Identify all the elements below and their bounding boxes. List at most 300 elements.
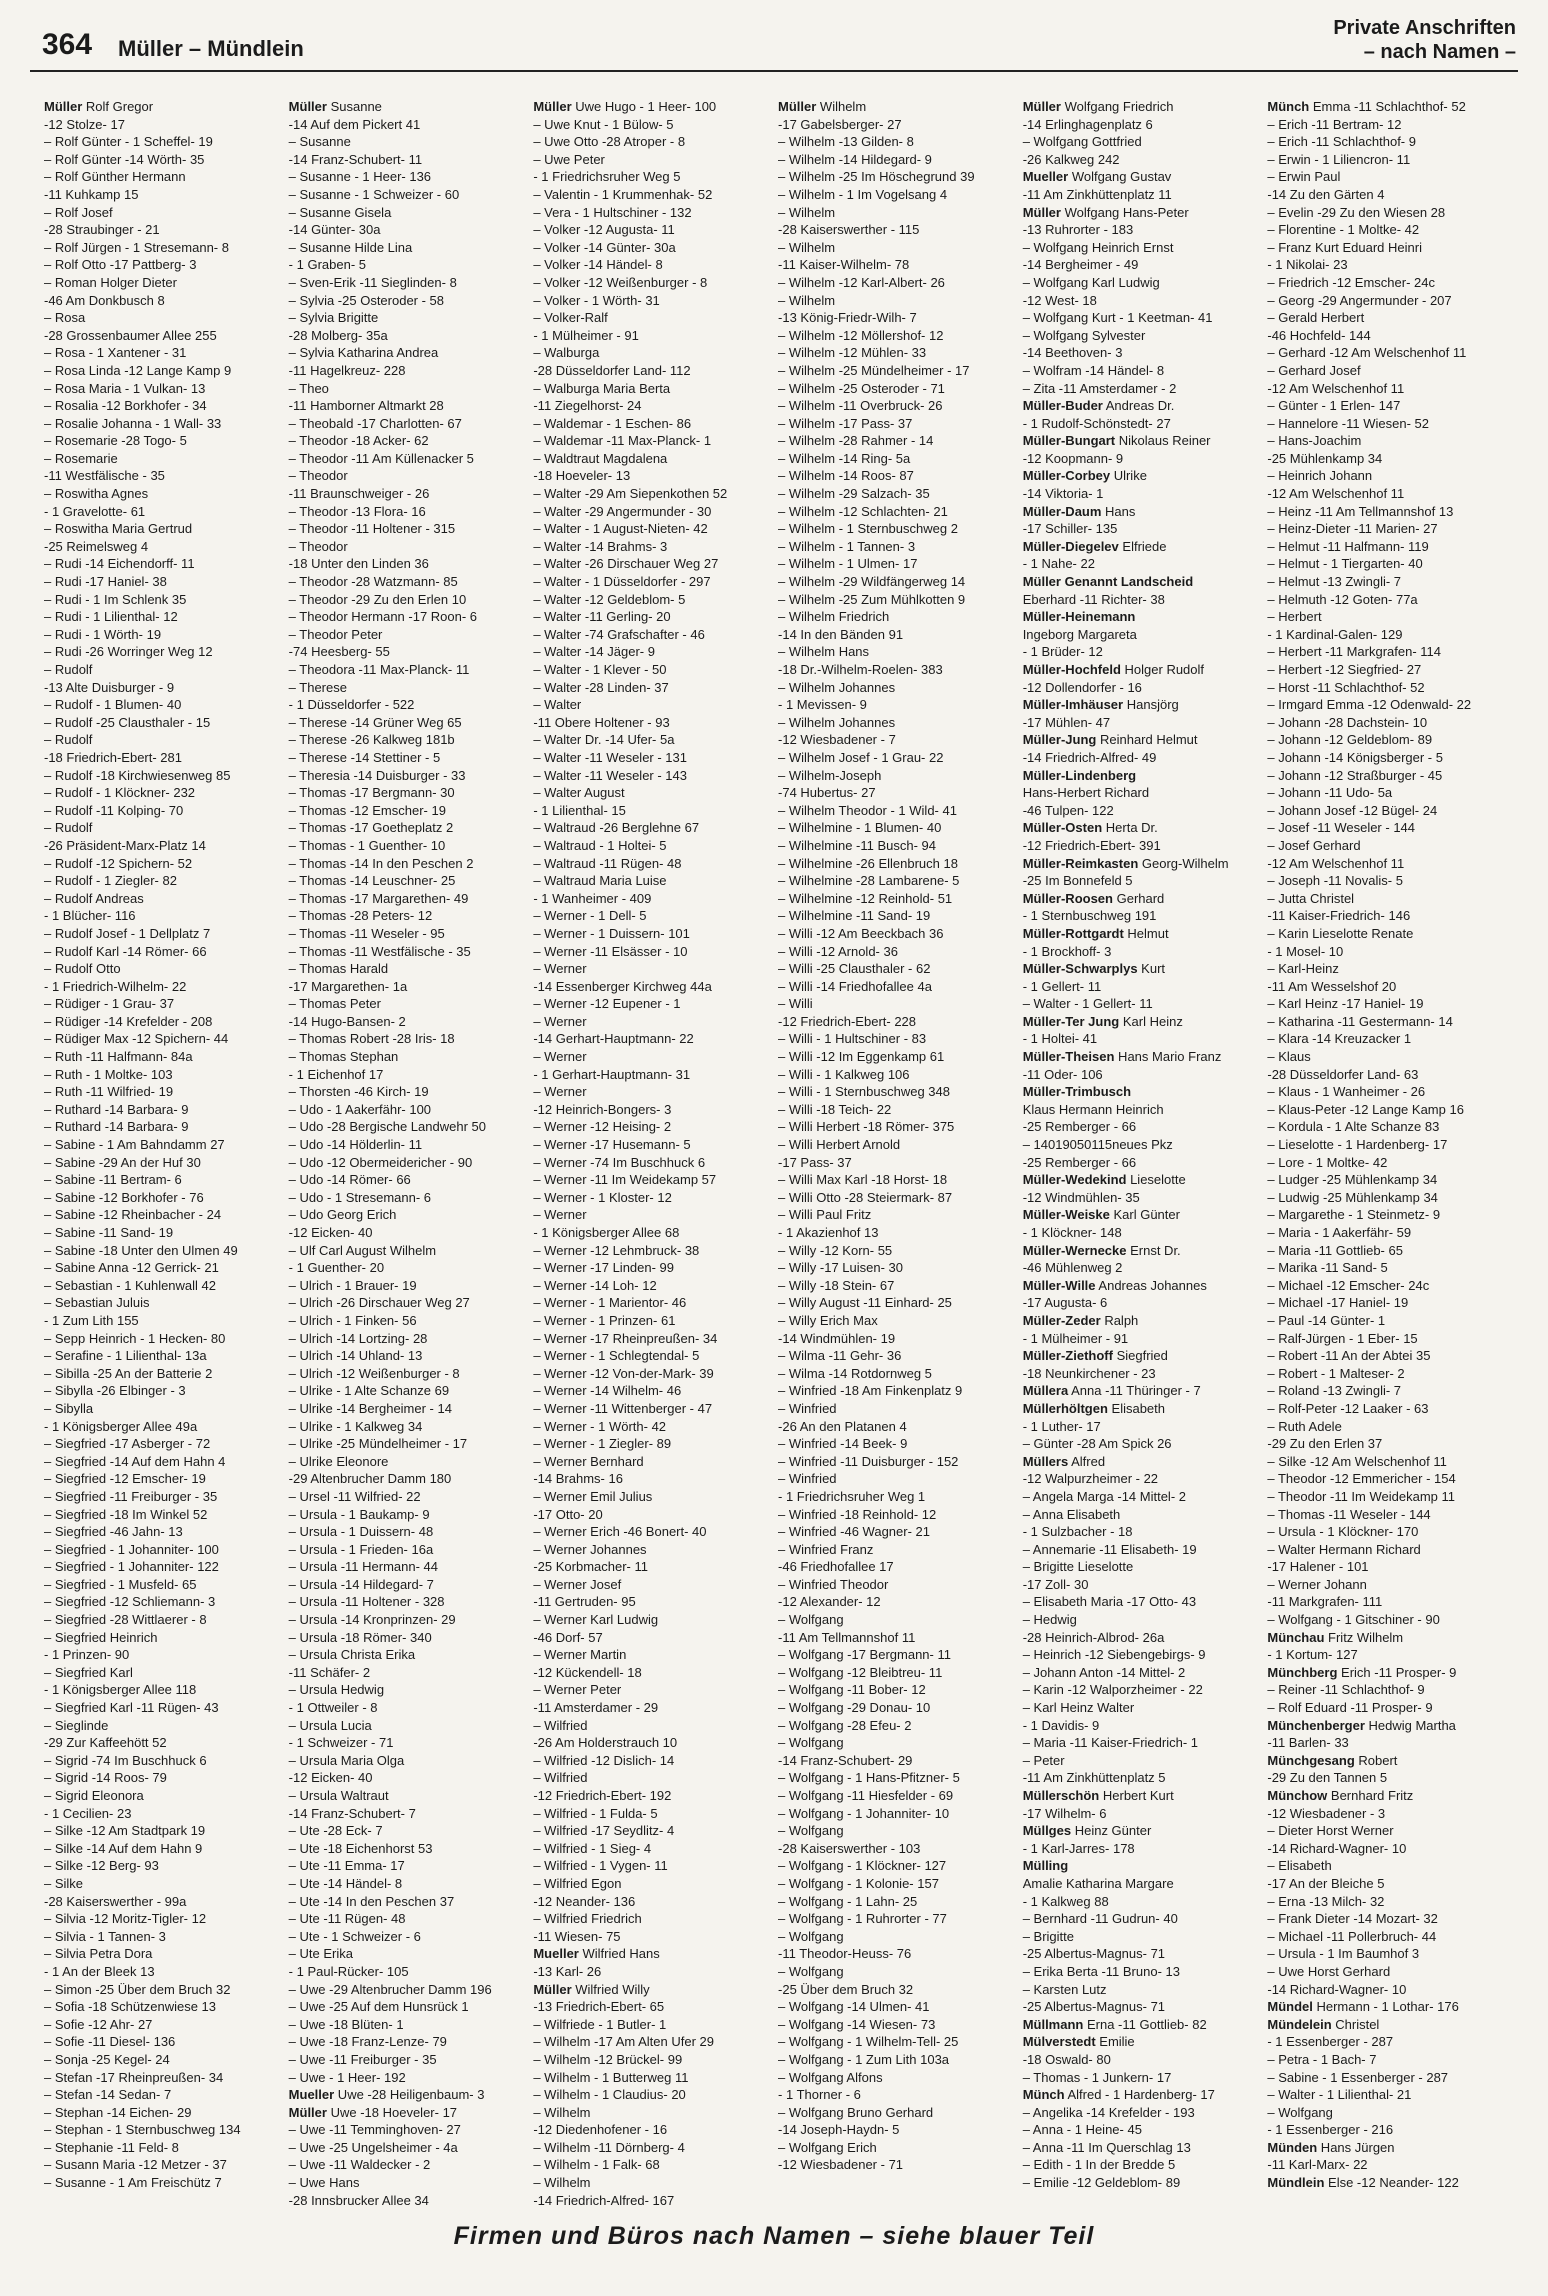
directory-entry	[44, 2121, 281, 2139]
directory-entry	[1267, 151, 1504, 169]
entry-text: – Sofie -11 Diesel- 136	[44, 2034, 176, 2050]
directory-entry	[289, 749, 526, 767]
directory-entry	[44, 380, 281, 398]
entry-surname: Müllerschön	[1022, 1788, 1100, 1803]
directory-entry	[533, 133, 770, 151]
directory-entry	[533, 186, 770, 204]
entry-text: – Ursula - 1 Frieden- 16a	[288, 1541, 434, 1557]
directory-entry	[533, 538, 770, 556]
directory-entry	[289, 186, 526, 204]
directory-entry	[44, 1998, 281, 2016]
directory-entry	[44, 643, 281, 661]
directory-column-4	[778, 98, 1015, 2193]
entry-text: – Wilma -14 Rotdornweg 5	[778, 1365, 932, 1381]
entry-text: – Wilhelm Johannes	[778, 679, 896, 695]
entry-text: – Waltraud -11 Rügen- 48	[533, 855, 682, 871]
entry-text: – Werner -12 Heising- 2	[533, 1119, 672, 1135]
entry-text: -17 Gabelsberger- 27	[778, 116, 902, 132]
entry-text: – Werner Peter	[533, 1682, 622, 1698]
entry-text: – Willy -12 Korn- 55	[778, 1242, 893, 1258]
directory-entry	[289, 1083, 526, 1101]
entry-text: – Siegfried -12 Schliemann- 3	[44, 1594, 216, 1610]
directory-entry	[289, 1558, 526, 1576]
directory-entry	[778, 872, 1015, 890]
entry-text: – Uwe -11 Temminghoven- 27	[288, 2122, 461, 2138]
directory-entry	[1023, 1435, 1260, 1453]
entry-text: -11 Westfälische - 35	[44, 468, 165, 484]
directory-entry	[289, 1206, 526, 1224]
entry-text: -26 An den Platanen 4	[778, 1418, 907, 1434]
directory-entry	[1023, 380, 1260, 398]
entry-text: – Wolfgang - 1 Lahn- 25	[778, 1893, 918, 1909]
entry-text: – Winfried	[778, 1471, 837, 1487]
directory-entry	[1267, 626, 1504, 644]
directory-entry	[1267, 767, 1504, 785]
directory-entry	[44, 1523, 281, 1541]
entry-text: - 1 Prinzen- 90	[44, 1647, 130, 1663]
directory-entry	[44, 1699, 281, 1717]
entry-text: – Michael -11 Pollerbruch- 44	[1267, 1928, 1437, 1944]
entry-text: -25 Mühlenkamp 34	[1267, 450, 1383, 466]
directory-entry	[533, 2156, 770, 2174]
directory-entry	[289, 2033, 526, 2051]
entry-text: – Wilhelm - 1 Falk- 68	[533, 2157, 660, 2173]
directory-entry	[1267, 467, 1504, 485]
directory-entry	[44, 1629, 281, 1647]
entry-text: – Roswitha Maria Gertrud	[44, 521, 193, 537]
entry-text: Uwe -18 Hoeveler- 17	[326, 2104, 458, 2120]
directory-entry	[1267, 837, 1504, 855]
entry-text: - 1 Mülheimer - 91	[1022, 1330, 1129, 1346]
entry-text: -17 Mühlen- 47	[1022, 714, 1111, 730]
directory-entry	[778, 1805, 1015, 1823]
directory-entry	[289, 872, 526, 890]
directory-entry	[289, 1453, 526, 1471]
directory-entry	[533, 1136, 770, 1154]
directory-entry	[289, 978, 526, 996]
entry-surname: Müller	[1022, 99, 1061, 114]
directory-entry	[44, 1048, 281, 1066]
directory-entry	[533, 1030, 770, 1048]
directory-entry	[533, 643, 770, 661]
directory-entry	[533, 1893, 770, 1911]
entry-text: – Siegfried -11 Freiburger - 35	[44, 1488, 218, 1504]
directory-entry	[778, 221, 1015, 239]
directory-entry	[44, 1664, 281, 1682]
directory-entry	[44, 1646, 281, 1664]
entry-text: - 1 Kortum- 127	[1267, 1647, 1358, 1663]
directory-entry	[778, 2104, 1015, 2122]
directory-entry	[44, 133, 281, 151]
directory-entry	[44, 1382, 281, 1400]
entry-surname: Müller-Ziethoff	[1022, 1348, 1113, 1364]
directory-entry	[289, 1347, 526, 1365]
directory-entry	[44, 1118, 281, 1136]
entry-text: – Siegfried -18 Im Winkel 52	[44, 1506, 208, 1522]
entry-text: – Wilhelm Theodor - 1 Wild- 41	[778, 802, 957, 818]
entry-text: Ulrike	[1110, 468, 1147, 484]
directory-entry	[533, 1154, 770, 1172]
directory-entry	[1023, 679, 1260, 697]
entry-text: Emilie	[1095, 2034, 1135, 2050]
entry-text: -28 Kaiserswerther - 115	[778, 222, 920, 238]
entry-text: – Elisabeth Maria -17 Otto- 43	[1022, 1594, 1197, 1610]
entry-text: – Wolfgang Heinrich Ernst	[1022, 239, 1174, 255]
entry-text: – Rüdiger - 1 Grau- 37	[44, 996, 175, 1012]
entry-text: – Ute -28 Eck- 7	[288, 1823, 383, 1839]
directory-entry	[778, 415, 1015, 433]
entry-text: – Angelika -14 Krefelder - 193	[1022, 2104, 1195, 2120]
directory-entry	[44, 2051, 281, 2069]
directory-entry	[289, 221, 526, 239]
directory-entry	[1023, 1330, 1260, 1348]
directory-entry	[44, 1945, 281, 1963]
entry-text: – Sebastian - 1 Kuhlenwall 42	[44, 1277, 217, 1293]
entry-text: – Gerhard -12 Am Welschenhof 11	[1267, 345, 1467, 361]
page-number: 364	[42, 28, 93, 61]
directory-entry	[533, 327, 770, 345]
entry-text: – Ursula -14 Hildegard- 7	[288, 1576, 434, 1592]
entry-text: -12 Walpurzheimer - 22	[1022, 1471, 1159, 1487]
entry-text: – Rolf Eduard -11 Prosper- 9	[1267, 1700, 1433, 1716]
directory-entry	[289, 1734, 526, 1752]
entry-text: – Wilhelm Friedrich	[778, 609, 890, 625]
directory-entry	[1267, 573, 1504, 591]
directory-entry	[289, 925, 526, 943]
entry-text: -11 Hagelkreuz- 228	[288, 362, 406, 378]
directory-entry	[289, 1382, 526, 1400]
entry-surname: Müller-Zeder	[1022, 1312, 1101, 1328]
directory-entry	[1023, 907, 1260, 925]
entry-text: Elfriede	[1118, 538, 1167, 554]
directory-entry	[778, 1681, 1015, 1699]
directory-entry	[44, 362, 281, 380]
entry-text: – Werner Josef	[533, 1576, 622, 1592]
directory-entry	[533, 555, 770, 573]
entry-text: – Walter Hermann Richard	[1267, 1541, 1421, 1557]
entry-surname: Müller	[778, 99, 817, 114]
entry-text: – Jutta Christel	[1267, 890, 1355, 906]
entry-text: – Wilfried -17 Seydlitz- 4	[533, 1823, 675, 1839]
directory-entry	[44, 309, 281, 327]
entry-text: – Volker -14 Günter- 30a	[533, 239, 676, 255]
directory-entry	[1023, 274, 1260, 292]
directory-entry	[44, 186, 281, 204]
entry-text: – Brigitte Lieselotte	[1022, 1559, 1134, 1575]
entry-text: – Theodor -12 Emmericher - 154	[1267, 1471, 1456, 1487]
directory-entry	[1267, 1893, 1504, 1911]
entry-text: – Stephan -14 Eichen- 29	[44, 2104, 192, 2120]
entry-text: Helmut	[1123, 925, 1169, 941]
entry-text: – Roman Holger Dieter	[44, 274, 177, 290]
directory-entry	[533, 1787, 770, 1805]
entry-text: – Theobald -17 Charlotten- 67	[288, 415, 462, 431]
entry-text: – Werner - 1 Dell- 5	[533, 908, 647, 924]
directory-entry	[778, 256, 1015, 274]
entry-text: – Rolf-Peter -12 Laaker - 63	[1267, 1400, 1429, 1416]
entry-text: – Heinrich Johann	[1267, 468, 1373, 484]
entry-text: – Sylvia Katharina Andrea	[288, 345, 439, 361]
directory-entry	[533, 1945, 770, 1963]
directory-entry	[533, 679, 770, 697]
entry-text: -28 Kaiserswerther - 99a	[44, 1893, 187, 1909]
entry-text: -46 Friedhofallee 17	[778, 1559, 894, 1575]
entry-text: – Anna - 1 Heine- 45	[1022, 2122, 1142, 2138]
entry-text: – Walter -11 Weseler - 143	[533, 767, 687, 783]
directory-entry	[289, 1418, 526, 1436]
entry-text: – Ulf Carl August Wilhelm	[288, 1242, 437, 1258]
directory-entry	[1267, 1963, 1504, 1981]
directory-entry	[1023, 1822, 1260, 1840]
entry-text: Hans-Herbert Richard	[1022, 785, 1150, 801]
directory-entry	[289, 2156, 526, 2174]
entry-text: – Wilhelm -12 Karl-Albert- 26	[778, 274, 945, 290]
directory-entry	[289, 1611, 526, 1629]
directory-entry	[289, 1101, 526, 1119]
directory-entry	[44, 239, 281, 257]
entry-text: – Winfried	[778, 1400, 837, 1416]
entry-surname: Müller-Wille	[1022, 1277, 1096, 1293]
entry-text: – Sylvia -25 Osteroder - 58	[288, 292, 445, 308]
entry-text: – 14019050115neues Pkz	[1022, 1137, 1173, 1153]
entry-text: – Wilhelm	[778, 292, 836, 308]
directory-entry	[778, 960, 1015, 978]
entry-text: – Angela Marga -14 Mittel- 2	[1022, 1488, 1186, 1504]
entry-text: - 1 Zum Lith 155	[44, 1312, 139, 1328]
directory-entry	[1267, 2051, 1504, 2069]
directory-entry	[1023, 1629, 1260, 1647]
entry-text: – Simon -25 Über dem Bruch 32	[44, 1981, 231, 1997]
directory-entry	[289, 907, 526, 925]
entry-text: Hans	[1101, 503, 1136, 519]
entry-text: -14 Essenberger Kirchweg 44a	[533, 978, 712, 994]
directory-entry	[1267, 1101, 1504, 1119]
directory-entry	[778, 1418, 1015, 1436]
directory-entry	[1023, 1646, 1260, 1664]
entry-text: – Udo -14 Hölderlin- 11	[288, 1137, 423, 1153]
directory-entry	[1267, 978, 1504, 996]
entry-text: – Thorsten -46 Kirch- 19	[288, 1084, 429, 1100]
entry-surname: Müllges	[1022, 1823, 1072, 1839]
directory-entry	[44, 1593, 281, 1611]
entry-text: Herbert Kurt	[1099, 1788, 1174, 1803]
entry-text: – Erich -11 Schlachthof- 9	[1267, 134, 1416, 150]
entry-text: – Ruthard -14 Barbara- 9	[44, 1101, 189, 1117]
directory-entry	[1267, 1699, 1504, 1717]
entry-text: – Winfried Franz	[778, 1541, 874, 1557]
entry-surname: Münchau	[1267, 1629, 1325, 1645]
directory-entry	[533, 98, 770, 116]
entry-text: -25 Albertus-Magnus- 71	[1022, 1999, 1166, 2015]
directory-entry	[533, 2192, 770, 2210]
directory-entry	[1267, 1928, 1504, 1946]
entry-text: – Wilma -11 Gehr- 36	[778, 1348, 902, 1364]
entry-text: – Werner -11 Im Weidekamp 57	[533, 1172, 717, 1188]
entry-text: – Willi -12 Im Eggenkamp 61	[778, 1049, 945, 1065]
entry-text: -25 Reimelsweg 4	[44, 538, 149, 554]
entry-text: – Werner	[533, 1013, 587, 1029]
entry-text: – Therese -26 Kalkweg 181b	[288, 732, 455, 748]
directory-entry	[1023, 1576, 1260, 1594]
entry-text: - 1 Blücher- 116	[44, 908, 136, 924]
entry-text: Ingeborg Margareta	[1022, 626, 1137, 642]
directory-entry	[44, 1365, 281, 1383]
entry-text: – Werner -12 Lehmbruck- 38	[533, 1242, 700, 1258]
entry-text: Else -12 Neander- 122	[1324, 2175, 1459, 2191]
entry-text: Ernst Dr.	[1126, 1242, 1181, 1258]
entry-text: Wolfgang Friedrich	[1060, 99, 1174, 114]
directory-entry	[533, 661, 770, 679]
entry-text: – Peter	[1022, 1752, 1065, 1768]
entry-text: – Werner - 1 Prinzen- 61	[533, 1312, 676, 1328]
directory-entry	[1267, 204, 1504, 222]
entry-text: Kurt	[1137, 961, 1166, 977]
entry-text: -17 Otto- 20	[533, 1506, 603, 1522]
entry-text: – Ulrich - 1 Finken- 56	[288, 1312, 417, 1328]
directory-entry	[1267, 1629, 1504, 1647]
entry-text: Andreas Dr.	[1102, 398, 1175, 414]
entry-text: – Johann -12 Geldeblom- 89	[1267, 732, 1433, 748]
entry-text: Wolfgang Gustav	[1068, 169, 1172, 185]
directory-entry	[533, 309, 770, 327]
entry-text: – Hedwig	[1022, 1612, 1077, 1628]
entry-text: – Wilhelmine -11 Busch- 94	[778, 837, 937, 853]
entry-text: – Wolfgang	[778, 1823, 844, 1839]
entry-text: Karl Heinz	[1119, 1013, 1183, 1029]
entry-text: – Valentin - 1 Krummenhak- 52	[533, 186, 713, 202]
entry-text: – Winfried Theodor	[778, 1576, 889, 1592]
directory-entry	[533, 1330, 770, 1348]
entry-text: – Udo -14 Römer- 66	[288, 1172, 411, 1188]
entry-text: -12 Windmühlen- 35	[1022, 1189, 1140, 1205]
directory-entry	[1023, 2174, 1260, 2192]
entry-text: – Therese -14 Grüner Weg 65	[288, 714, 462, 730]
directory-entry	[533, 1981, 770, 1999]
directory-entry	[533, 749, 770, 767]
entry-text: -25 Korbmacher- 11	[533, 1559, 648, 1575]
directory-entry	[533, 221, 770, 239]
directory-entry	[778, 907, 1015, 925]
entry-text: – Werner -17 Linden- 99	[533, 1260, 675, 1276]
entry-text: – Willi Herbert Arnold	[778, 1137, 901, 1153]
directory-entry	[44, 1840, 281, 1858]
entry-text: – Karin Lieselotte Renate	[1267, 925, 1414, 941]
directory-entry	[289, 696, 526, 714]
entry-surname: Müllers	[1022, 1453, 1069, 1469]
entry-text: – Rudolf Josef - 1 Dellplatz 7	[44, 925, 211, 941]
entry-text: – Wolfgang -12 Bleibtreu- 11	[778, 1664, 943, 1680]
directory-entry	[44, 872, 281, 890]
entry-text: – Walter -74 Grafschafter - 46	[533, 626, 705, 642]
directory-entry	[778, 1945, 1015, 1963]
directory-entry	[1267, 2069, 1504, 2087]
directory-entry	[44, 1576, 281, 1594]
entry-text: – Ulrike -14 Bergheimer - 14	[288, 1400, 452, 1416]
directory-entry	[289, 1171, 526, 1189]
directory-entry	[533, 2069, 770, 2087]
entry-text: – Siegfried - 1 Musfeld- 65	[44, 1576, 197, 1592]
directory-entry	[1267, 1154, 1504, 1172]
directory-entry	[44, 344, 281, 362]
directory-entry	[44, 467, 281, 485]
entry-text: Nikolaus Reiner	[1115, 433, 1211, 449]
directory-entry	[778, 520, 1015, 538]
entry-text: – Herbert -11 Markgrafen- 114	[1267, 644, 1442, 660]
entry-text: -12 Kückendell- 18	[533, 1664, 642, 1680]
entry-text: – Wilhelm -17 Pass- 37	[778, 415, 913, 431]
entry-text: -11 Am Zinkhüttenplatz 5	[1022, 1770, 1166, 1786]
entry-text: – Ulrich -14 Lortzing- 28	[288, 1330, 428, 1346]
entry-surname: Mueller	[1022, 169, 1069, 185]
entry-text: – Walter - 1 Düsseldorfer - 297	[533, 574, 711, 590]
entry-text: – Werner -12 Eupener - 1	[533, 996, 681, 1012]
entry-text: – Waldemar - 1 Eschen- 86	[533, 415, 692, 431]
entry-text: -11 Kaiser-Friedrich- 146	[1267, 908, 1411, 924]
entry-text: – Stephanie -11 Feld- 8	[44, 2139, 179, 2155]
directory-entry	[289, 855, 526, 873]
entry-text: – Irmgard Emma -12 Odenwald- 22	[1267, 697, 1472, 713]
entry-text: – Walter - 1 August-Nieten- 42	[533, 521, 708, 537]
directory-entry	[44, 995, 281, 1013]
entry-text: – Wilhelmine -26 Ellenbruch 18	[778, 855, 958, 871]
entry-text: -26 Am Holderstrauch 10	[533, 1735, 678, 1751]
directory-entry	[778, 1593, 1015, 1611]
entry-surname: Müller-Osten	[1022, 820, 1103, 836]
entry-text: Karl Günter	[1109, 1207, 1180, 1223]
directory-entry	[1023, 1734, 1260, 1752]
directory-entry	[778, 344, 1015, 362]
directory-entry	[1267, 1734, 1504, 1752]
directory-entry	[533, 2016, 770, 2034]
directory-columns	[44, 98, 1504, 2208]
directory-entry	[533, 1453, 770, 1471]
directory-entry	[1267, 1523, 1504, 1541]
directory-entry	[533, 503, 770, 521]
entry-surname: Münchow	[1267, 1788, 1328, 1803]
directory-entry	[778, 1506, 1015, 1524]
directory-column-3	[533, 98, 770, 2208]
directory-entry	[289, 819, 526, 837]
entry-text: – Sibylla -26 Elbinger - 3	[44, 1383, 186, 1399]
entry-text: – Wolfgang	[778, 1735, 844, 1751]
entry-text: – Wilhelm -14 Roos- 87	[778, 468, 914, 484]
entry-text: – Willi Max Karl -18 Horst- 18	[778, 1172, 948, 1188]
directory-entry	[44, 714, 281, 732]
entry-surname: Müller	[1022, 204, 1061, 220]
directory-entry	[533, 450, 770, 468]
directory-entry	[1023, 1347, 1260, 1365]
entry-surname: Müller-Schwarplys	[1022, 961, 1138, 977]
entry-text: – Bernhard -11 Gudrun- 40	[1022, 1911, 1178, 1927]
directory-entry	[289, 1822, 526, 1840]
directory-entry	[1267, 1558, 1504, 1576]
directory-entry	[289, 432, 526, 450]
directory-entry	[1267, 1840, 1504, 1858]
directory-entry	[1023, 1910, 1260, 1928]
entry-text: – Ursula Lucia	[288, 1717, 372, 1733]
directory-entry	[533, 415, 770, 433]
directory-entry	[289, 2104, 526, 2122]
entry-text: – Rolf Günther Hermann	[44, 169, 186, 185]
directory-entry	[289, 116, 526, 134]
entry-text: – Thomas -14 In den Peschen 2	[288, 855, 474, 871]
entry-text: – Rosemarie	[44, 450, 118, 466]
entry-text: – Johann -14 Königsberger - 5	[1267, 749, 1443, 765]
entry-text: -12 Wiesbadener - 3	[1267, 1805, 1386, 1821]
directory-entry	[1267, 538, 1504, 556]
directory-entry	[778, 802, 1015, 820]
directory-entry	[778, 467, 1015, 485]
